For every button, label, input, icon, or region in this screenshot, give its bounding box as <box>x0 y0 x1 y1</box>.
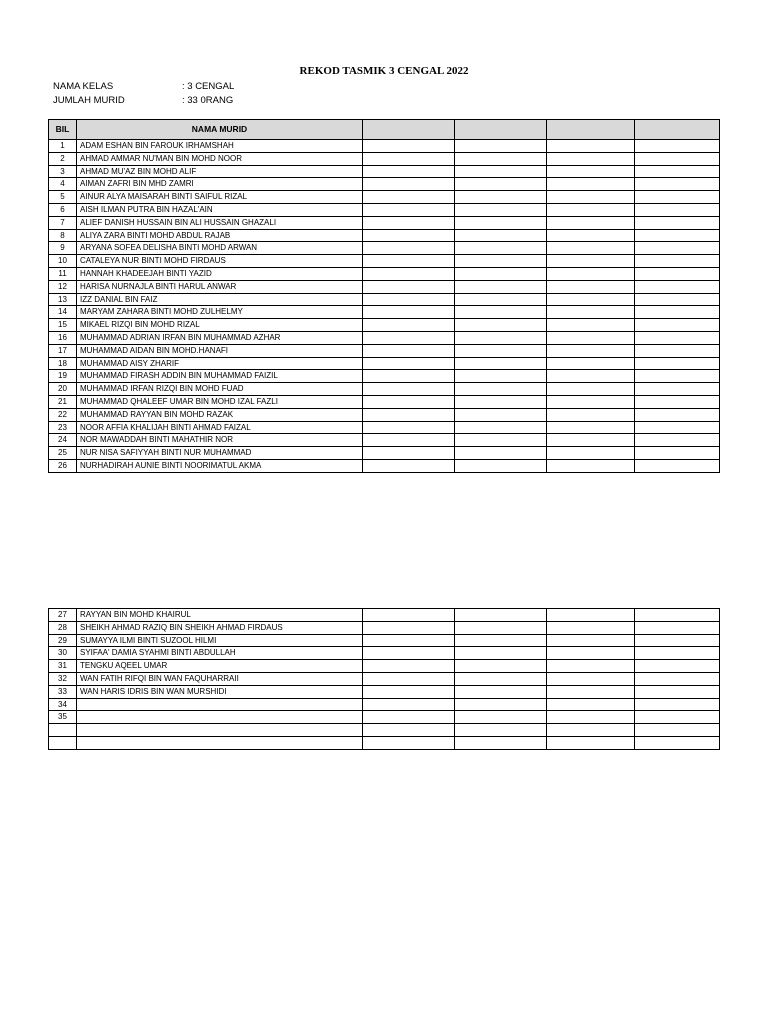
record-cell <box>363 647 455 660</box>
record-cell <box>635 447 720 460</box>
record-cell <box>547 191 635 204</box>
record-cell <box>363 280 455 293</box>
student-name: CATALEYA NUR BINTI MOHD FIRDAUS <box>77 255 363 268</box>
record-cell <box>363 698 455 711</box>
header-col-5 <box>547 120 635 140</box>
student-name: IZZ DANIAL BIN FAIZ <box>77 293 363 306</box>
record-cell <box>455 344 547 357</box>
record-cell <box>547 165 635 178</box>
record-cell <box>363 421 455 434</box>
record-cell <box>363 370 455 383</box>
student-name: AHMAD AMMAR NU'MAN BIN MOHD NOOR <box>77 152 363 165</box>
table-row <box>49 280 720 293</box>
record-cell <box>455 203 547 216</box>
student-name: SUMAYYA ILMI BINTI SUZOOL HILMI <box>77 634 363 647</box>
record-cell <box>547 203 635 216</box>
student-name: HARISA NURNAJLA BINTI HARUL ANWAR <box>77 280 363 293</box>
student-name: WAN HARIS IDRIS BIN WAN MURSHIDI <box>77 685 363 698</box>
table-row <box>49 660 720 673</box>
row-number: 17 <box>49 344 77 357</box>
record-cell <box>455 229 547 242</box>
record-cell <box>455 711 547 724</box>
record-cell <box>635 152 720 165</box>
row-number: 11 <box>49 267 77 280</box>
record-cell <box>635 229 720 242</box>
row-number: 9 <box>49 242 77 255</box>
table-row <box>49 672 720 685</box>
row-number: 28 <box>49 621 77 634</box>
student-name: MUHAMMAD AIDAN BIN MOHD.HANAFI <box>77 344 363 357</box>
student-name <box>77 736 363 749</box>
record-cell <box>547 242 635 255</box>
record-cell <box>635 255 720 268</box>
record-cell <box>547 140 635 153</box>
table-row <box>49 216 720 229</box>
header-col-6 <box>635 120 720 140</box>
student-name <box>77 698 363 711</box>
table-row <box>49 370 720 383</box>
row-number: 8 <box>49 229 77 242</box>
student-name: SHEIKH AHMAD RAZIQ BIN SHEIKH AHMAD FIRDAUS <box>77 621 363 634</box>
record-cell <box>547 672 635 685</box>
student-count-label: JUMLAH MURID <box>53 95 125 106</box>
student-name: AISH ILMAN PUTRA BIN HAZAL'AIN <box>77 203 363 216</box>
record-cell <box>635 203 720 216</box>
record-cell <box>363 395 455 408</box>
student-name: MIKAEL RIZQI BIN MOHD RIZAL <box>77 319 363 332</box>
record-cell <box>455 319 547 332</box>
record-cell <box>547 357 635 370</box>
record-cell <box>635 711 720 724</box>
row-number: 10 <box>49 255 77 268</box>
record-cell <box>455 370 547 383</box>
record-cell <box>635 140 720 153</box>
record-cell <box>455 609 547 622</box>
record-cell <box>635 698 720 711</box>
row-number: 5 <box>49 191 77 204</box>
table-row <box>49 459 720 472</box>
record-cell <box>635 395 720 408</box>
table-row <box>49 267 720 280</box>
record-cell <box>455 331 547 344</box>
student-name: AIMAN ZAFRI BIN MHD ZAMRI <box>77 178 363 191</box>
record-cell <box>547 447 635 460</box>
record-cell <box>635 293 720 306</box>
record-cell <box>455 724 547 737</box>
record-cell <box>547 293 635 306</box>
record-cell <box>363 447 455 460</box>
record-cell <box>547 395 635 408</box>
row-number: 16 <box>49 331 77 344</box>
table-row <box>49 736 720 749</box>
record-cell <box>363 242 455 255</box>
record-cell <box>547 216 635 229</box>
title-text: REKOD TASMIK 3 CENGAL 2022 <box>299 65 469 77</box>
class-name-label: NAMA KELAS <box>53 81 114 92</box>
record-cell <box>455 267 547 280</box>
row-number: 6 <box>49 203 77 216</box>
record-cell <box>547 280 635 293</box>
record-cell <box>635 634 720 647</box>
record-cell <box>547 267 635 280</box>
record-cell <box>635 370 720 383</box>
header-col-3 <box>363 120 455 140</box>
row-number: 2 <box>49 152 77 165</box>
row-number: 4 <box>49 178 77 191</box>
table-row <box>49 242 720 255</box>
record-cell <box>455 242 547 255</box>
record-cell <box>363 319 455 332</box>
row-number: 25 <box>49 447 77 460</box>
row-number: 18 <box>49 357 77 370</box>
record-cell <box>363 293 455 306</box>
record-cell <box>363 434 455 447</box>
record-cell <box>635 165 720 178</box>
record-cell <box>455 736 547 749</box>
row-number: 14 <box>49 306 77 319</box>
record-cell <box>363 408 455 421</box>
record-cell <box>363 178 455 191</box>
record-cell <box>455 698 547 711</box>
record-cell <box>363 634 455 647</box>
table-row <box>49 344 720 357</box>
table-row <box>49 306 720 319</box>
student-name: NURHADIRAH AUNIE BINTI NOORIMATUL AKMA <box>77 459 363 472</box>
student-name: MUHAMMAD QHALEEF UMAR BIN MOHD IZAL FAZLI <box>77 395 363 408</box>
record-cell <box>547 306 635 319</box>
row-number: 35 <box>49 711 77 724</box>
student-name: NOR MAWADDAH BINTI MAHATHIR NOR <box>77 434 363 447</box>
row-number: 24 <box>49 434 77 447</box>
row-number: 12 <box>49 280 77 293</box>
record-cell <box>455 395 547 408</box>
record-cell <box>547 647 635 660</box>
header-nama-murid: NAMA MURID <box>77 120 363 140</box>
student-name: HANNAH KHADEEJAH BINTI YAZID <box>77 267 363 280</box>
student-table-part1 <box>48 119 720 473</box>
header-col-4 <box>455 120 547 140</box>
table-row <box>49 621 720 634</box>
row-number: 20 <box>49 383 77 396</box>
record-cell <box>635 216 720 229</box>
record-cell <box>635 242 720 255</box>
record-cell <box>635 724 720 737</box>
student-name: MUHAMMAD FIRASH ADDIN BIN MUHAMMAD FAIZIL <box>77 370 363 383</box>
row-number: 3 <box>49 165 77 178</box>
table-row <box>49 191 720 204</box>
table-row <box>49 178 720 191</box>
record-cell <box>635 647 720 660</box>
record-cell <box>455 434 547 447</box>
record-cell <box>635 357 720 370</box>
record-cell <box>455 140 547 153</box>
record-cell <box>635 178 720 191</box>
record-cell <box>547 634 635 647</box>
record-cell <box>363 152 455 165</box>
record-cell <box>363 216 455 229</box>
student-name: MUHAMMAD IRFAN RIZQI BIN MOHD FUAD <box>77 383 363 396</box>
record-cell <box>635 319 720 332</box>
record-cell <box>363 267 455 280</box>
table-row <box>49 408 720 421</box>
record-cell <box>363 165 455 178</box>
record-cell <box>455 408 547 421</box>
student-name: ARYANA SOFEA DELISHA BINTI MOHD ARWAN <box>77 242 363 255</box>
student-name <box>77 724 363 737</box>
record-cell <box>455 280 547 293</box>
row-number: 34 <box>49 698 77 711</box>
record-cell <box>455 152 547 165</box>
student-name: MUHAMMAD RAYYAN BIN MOHD RAZAK <box>77 408 363 421</box>
row-number: 32 <box>49 672 77 685</box>
record-cell <box>363 621 455 634</box>
record-cell <box>455 165 547 178</box>
record-cell <box>547 434 635 447</box>
record-cell <box>635 383 720 396</box>
row-number: 31 <box>49 660 77 673</box>
page-title <box>0 65 768 77</box>
row-number: 1 <box>49 140 77 153</box>
record-cell <box>455 634 547 647</box>
table-row <box>49 698 720 711</box>
student-name: AHMAD MU'AZ BIN MOHD ALIF <box>77 165 363 178</box>
record-cell <box>547 685 635 698</box>
record-cell <box>455 216 547 229</box>
record-cell <box>455 255 547 268</box>
record-cell <box>455 459 547 472</box>
record-cell <box>547 255 635 268</box>
row-number <box>49 724 77 737</box>
record-cell <box>363 660 455 673</box>
table-row <box>49 229 720 242</box>
table-row <box>49 383 720 396</box>
record-cell <box>547 421 635 434</box>
table-row <box>49 203 720 216</box>
table-row <box>49 711 720 724</box>
student-table-part2 <box>48 608 720 750</box>
student-name: TENGKU AQEEL UMAR <box>77 660 363 673</box>
record-cell <box>547 711 635 724</box>
header-bil: BIL <box>49 120 77 140</box>
record-cell <box>635 459 720 472</box>
student-name: RAYYAN BIN MOHD KHAIRUL <box>77 609 363 622</box>
row-number: 23 <box>49 421 77 434</box>
record-cell <box>363 229 455 242</box>
table-row <box>49 634 720 647</box>
record-cell <box>635 672 720 685</box>
student-name: MUHAMMAD ADRIAN IRFAN BIN MUHAMMAD AZHAR <box>77 331 363 344</box>
record-cell <box>363 736 455 749</box>
record-cell <box>363 459 455 472</box>
record-cell <box>363 255 455 268</box>
class-name-value: : 3 CENGAL <box>182 81 235 92</box>
record-cell <box>547 736 635 749</box>
row-number <box>49 736 77 749</box>
record-cell <box>363 203 455 216</box>
record-cell <box>635 306 720 319</box>
record-cell <box>547 331 635 344</box>
table-row <box>49 609 720 622</box>
record-cell <box>455 647 547 660</box>
record-cell <box>547 724 635 737</box>
table-row <box>49 319 720 332</box>
record-cell <box>635 280 720 293</box>
record-cell <box>635 660 720 673</box>
row-number: 26 <box>49 459 77 472</box>
student-count-value: : 33 0RANG <box>182 95 234 106</box>
student-name: AINUR ALYA MAISARAH BINTI SAIFUL RIZAL <box>77 191 363 204</box>
record-cell <box>547 459 635 472</box>
record-cell <box>455 383 547 396</box>
table-row <box>49 152 720 165</box>
record-cell <box>635 331 720 344</box>
student-name: WAN FATIH RIFQI BIN WAN FAQUHARRAII <box>77 672 363 685</box>
record-cell <box>547 609 635 622</box>
table-row <box>49 255 720 268</box>
student-name <box>77 711 363 724</box>
record-cell <box>635 685 720 698</box>
record-cell <box>455 621 547 634</box>
student-name: MARYAM ZAHARA BINTI MOHD ZULHELMY <box>77 306 363 319</box>
record-cell <box>547 698 635 711</box>
row-number: 29 <box>49 634 77 647</box>
record-cell <box>547 178 635 191</box>
record-cell <box>635 344 720 357</box>
record-cell <box>455 357 547 370</box>
table-row <box>49 434 720 447</box>
record-cell <box>547 344 635 357</box>
record-cell <box>363 711 455 724</box>
record-cell <box>547 621 635 634</box>
row-number: 15 <box>49 319 77 332</box>
record-cell <box>635 421 720 434</box>
row-number: 22 <box>49 408 77 421</box>
record-cell <box>363 331 455 344</box>
record-cell <box>455 178 547 191</box>
record-cell <box>547 660 635 673</box>
record-cell <box>547 319 635 332</box>
record-cell <box>547 152 635 165</box>
student-name: ADAM ESHAN BIN FAROUK IRHAMSHAH <box>77 140 363 153</box>
table-row <box>49 647 720 660</box>
record-cell <box>455 293 547 306</box>
table-row <box>49 357 720 370</box>
row-number: 13 <box>49 293 77 306</box>
record-cell <box>363 344 455 357</box>
student-name: ALIEF DANISH HUSSAIN BIN ALI HUSSAIN GHAZALI <box>77 216 363 229</box>
record-cell <box>363 685 455 698</box>
row-number: 7 <box>49 216 77 229</box>
table-row <box>49 685 720 698</box>
record-cell <box>635 621 720 634</box>
record-cell <box>363 609 455 622</box>
student-name: SYIFAA' DAMIA SYAHMI BINTI ABDULLAH <box>77 647 363 660</box>
record-cell <box>455 447 547 460</box>
table-row <box>49 724 720 737</box>
record-cell <box>363 357 455 370</box>
row-number: 27 <box>49 609 77 622</box>
record-cell <box>455 306 547 319</box>
student-name: NOOR AFFIA KHALIJAH BINTI AHMAD FAIZAL <box>77 421 363 434</box>
student-name: NUR NISA SAFIYYAH BINTI NUR MUHAMMAD <box>77 447 363 460</box>
table-row <box>49 447 720 460</box>
table-row <box>49 165 720 178</box>
record-cell <box>363 191 455 204</box>
student-name: ALIYA ZARA BINTI MOHD ABDUL RAJAB <box>77 229 363 242</box>
student-name: MUHAMMAD AISY ZHARIF <box>77 357 363 370</box>
row-number: 30 <box>49 647 77 660</box>
record-cell <box>455 421 547 434</box>
table-row <box>49 421 720 434</box>
row-number: 21 <box>49 395 77 408</box>
record-cell <box>547 229 635 242</box>
record-cell <box>363 383 455 396</box>
record-cell <box>547 370 635 383</box>
table-row <box>49 395 720 408</box>
record-cell <box>363 140 455 153</box>
row-number: 33 <box>49 685 77 698</box>
record-cell <box>635 609 720 622</box>
record-cell <box>363 306 455 319</box>
record-cell <box>455 685 547 698</box>
record-cell <box>455 672 547 685</box>
row-number: 19 <box>49 370 77 383</box>
table-row <box>49 331 720 344</box>
table-row <box>49 140 720 153</box>
record-cell <box>363 672 455 685</box>
table-header-row <box>49 120 720 140</box>
record-cell <box>635 191 720 204</box>
record-cell <box>455 191 547 204</box>
record-cell <box>635 267 720 280</box>
table-row <box>49 293 720 306</box>
record-cell <box>635 408 720 421</box>
record-cell <box>635 736 720 749</box>
record-cell <box>363 724 455 737</box>
record-cell <box>455 660 547 673</box>
record-cell <box>635 434 720 447</box>
record-cell <box>547 383 635 396</box>
record-cell <box>547 408 635 421</box>
